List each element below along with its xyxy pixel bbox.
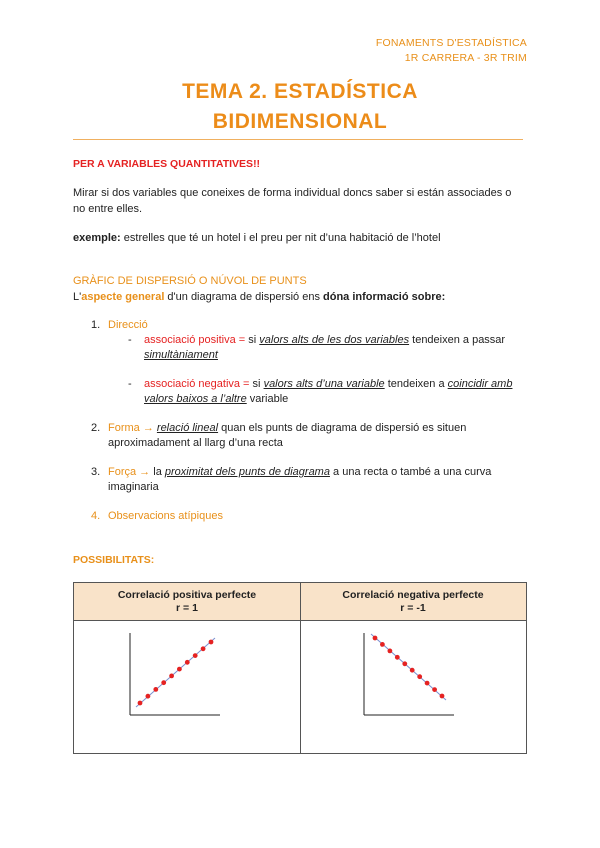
data-point bbox=[425, 681, 430, 686]
data-point bbox=[169, 674, 174, 679]
data-point bbox=[380, 642, 385, 647]
forma-underline: relació lineal bbox=[156, 422, 219, 434]
positive-si: si bbox=[248, 334, 257, 346]
example-line bbox=[73, 231, 441, 246]
data-point bbox=[177, 667, 182, 672]
negative-line2 bbox=[144, 392, 288, 407]
forma-rest: quan els punts de diagrama de dispersió es situen bbox=[221, 422, 467, 434]
item-forca-line2: imaginaria bbox=[108, 481, 159, 493]
forca-label: Força → bbox=[108, 466, 151, 478]
example-label: exemple: bbox=[73, 232, 121, 244]
lead-prefix: L' bbox=[73, 291, 82, 303]
negative-rest: tendeixen a bbox=[387, 378, 445, 390]
lead-highlight: aspecte general bbox=[81, 291, 165, 303]
negative-association-line bbox=[144, 377, 534, 392]
forca-underline: proximitat dels punts de diagrama bbox=[164, 466, 330, 478]
item-forma-num: 2. bbox=[91, 422, 101, 434]
lead-mid: d'un diagrama de dispersió ens bbox=[164, 291, 324, 303]
possibilities-heading: POSSIBILITATS: bbox=[73, 554, 155, 566]
positive-label: associació positiva = bbox=[144, 334, 246, 346]
data-point bbox=[432, 687, 437, 692]
col2-r: r = -1 bbox=[400, 602, 426, 614]
negative-underline-2: coincidir amb bbox=[447, 378, 513, 390]
intro-line2: no entre elles. bbox=[73, 203, 143, 215]
data-point bbox=[185, 660, 190, 665]
data-point bbox=[373, 636, 378, 641]
positive-underline: valors alts de les dos variables bbox=[259, 334, 410, 346]
positive-scatter-chart bbox=[130, 633, 220, 715]
forma-label: Forma → bbox=[108, 422, 154, 434]
negative-end: variable bbox=[249, 393, 289, 405]
data-point bbox=[388, 649, 393, 654]
item-forca-num: 3. bbox=[91, 466, 101, 478]
negative-underline: valors alts d’una variable bbox=[263, 378, 385, 390]
lead-bold: dóna informació sobre: bbox=[323, 291, 446, 303]
data-point bbox=[161, 680, 166, 685]
item-forma-line2: aproximadament al llarg d’una recta bbox=[108, 437, 283, 449]
data-point bbox=[201, 646, 206, 651]
page-title-line1: TEMA 2. ESTADÍSTICA bbox=[182, 80, 418, 103]
col2-title: Correlació negativa perfecte bbox=[342, 589, 484, 601]
data-point bbox=[193, 653, 198, 658]
item-direccio-label: Direcció bbox=[108, 319, 148, 331]
forca-rest: a una recta o també a una curva bbox=[333, 466, 492, 478]
data-point bbox=[153, 687, 158, 692]
positive-underline-2: simultàniament bbox=[144, 349, 218, 361]
item-forma-line1 bbox=[108, 421, 528, 436]
positive-association-line bbox=[144, 333, 528, 348]
example-text: estrelles que té un hotel i el preu per nit d’una habitació de l’hotel bbox=[123, 232, 441, 244]
bullet-dash: - bbox=[128, 334, 132, 346]
intro-line1: Mirar si dos variables que coneixes de forma individual doncs saber si están associades o bbox=[73, 187, 512, 199]
negative-label: associació negativa = bbox=[144, 378, 250, 390]
data-point bbox=[410, 668, 415, 673]
negative-underline-3: valors baixos a l’altre bbox=[144, 393, 247, 405]
item-obs-num: 4. bbox=[91, 510, 101, 522]
page-title-line2: BIDIMENSIONAL bbox=[212, 110, 388, 133]
quantitative-heading: PER A VARIABLES QUANTITATIVES!! bbox=[73, 158, 261, 170]
data-point bbox=[402, 661, 407, 666]
col1-r: r = 1 bbox=[176, 602, 198, 614]
course-term: 1R CARRERA - 3R TRIM bbox=[404, 52, 527, 64]
data-point bbox=[138, 701, 143, 706]
negative-si: si bbox=[252, 378, 261, 390]
bullet-dash: - bbox=[128, 378, 132, 390]
forca-la: la bbox=[153, 466, 162, 478]
charts-layer bbox=[73, 582, 527, 754]
item-obs-label: Observacions atípiques bbox=[108, 510, 223, 522]
data-point bbox=[417, 674, 422, 679]
scatter-heading: GRÀFIC DE DISPERSIÓ O NÚVOL DE PUNTS bbox=[73, 275, 307, 287]
data-point bbox=[395, 655, 400, 660]
course-name: FONAMENTS D'ESTADÍSTICA bbox=[375, 37, 527, 49]
data-point bbox=[440, 694, 445, 699]
data-point bbox=[209, 640, 214, 645]
title-divider bbox=[73, 139, 523, 140]
negative-scatter-chart bbox=[364, 633, 454, 715]
data-point bbox=[146, 694, 151, 699]
col1-title: Correlació positiva perfecte bbox=[117, 589, 257, 601]
item-forca-line1 bbox=[108, 465, 528, 480]
scatter-lead bbox=[73, 290, 445, 305]
positive-rest: tendeixen a passar bbox=[412, 334, 506, 346]
item-direccio-num: 1. bbox=[91, 319, 101, 331]
